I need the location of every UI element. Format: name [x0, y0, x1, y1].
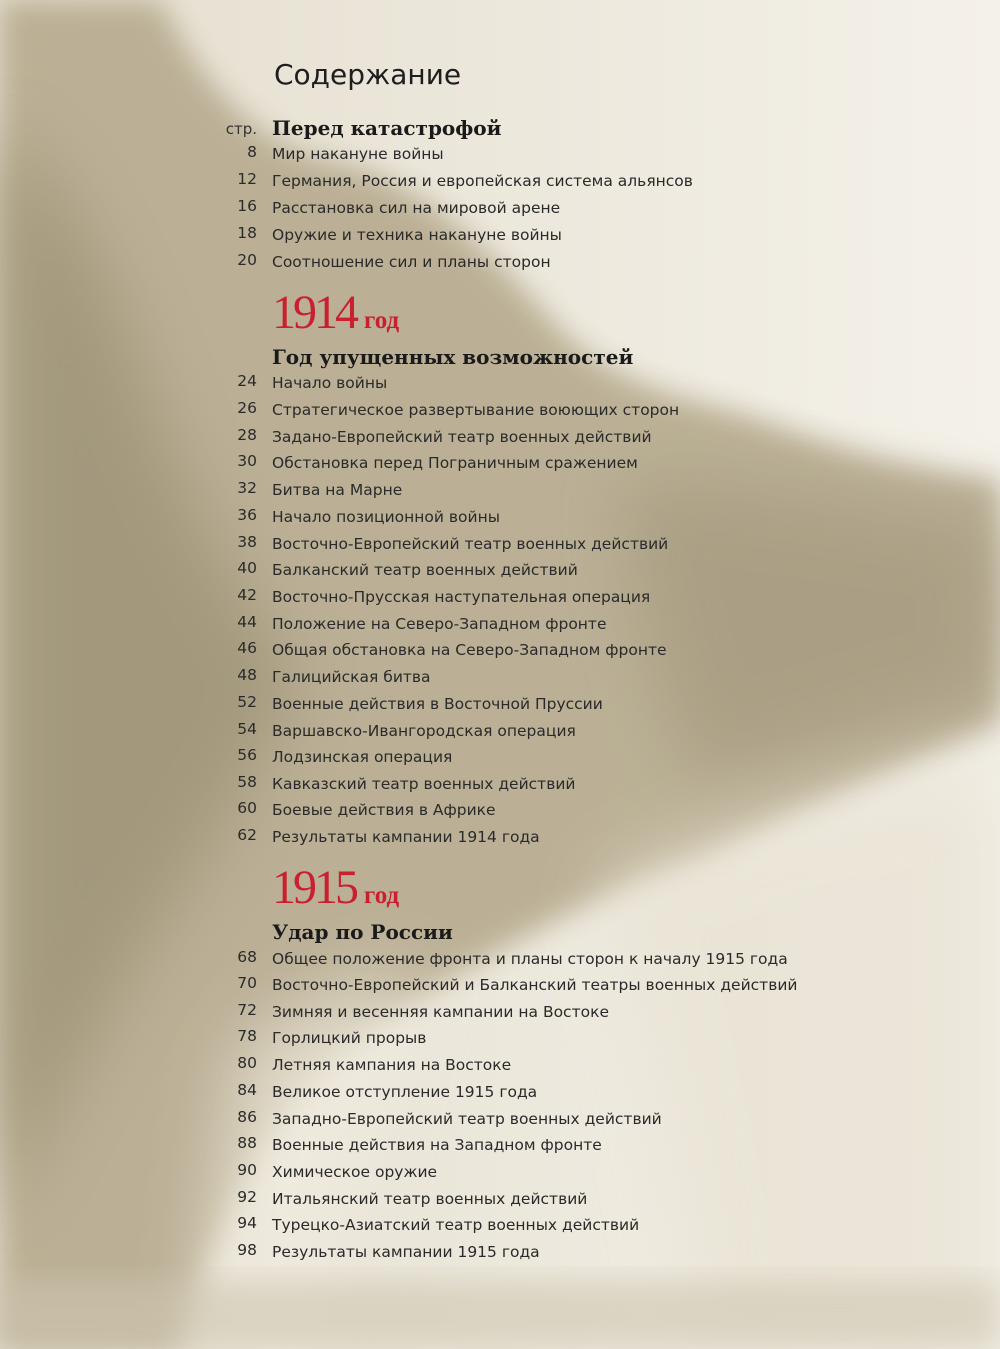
toc-page-number: 54	[237, 720, 257, 738]
toc-page-number: 62	[237, 826, 257, 844]
year-number: 1915	[272, 861, 356, 914]
toc-entry-title: Западно-Европейский театр военных действий	[272, 1110, 662, 1128]
toc-entry[interactable]	[0, 799, 1000, 823]
toc-entry-title: Турецко-Азиатский театр военных действий	[272, 1216, 640, 1234]
toc-entry[interactable]	[0, 1241, 1000, 1265]
toc-page-number: 98	[237, 1241, 257, 1259]
toc-entry-title: Химическое оружие	[272, 1163, 438, 1181]
toc-entry-title: Военные действия на Западном фронте	[272, 1136, 602, 1154]
toc-page-number: 58	[237, 773, 257, 791]
toc-entry[interactable]	[0, 773, 1000, 797]
year-suffix: год	[364, 882, 400, 909]
toc-entry-title: Военные действия в Восточной Пруссии	[272, 695, 603, 713]
toc-entry-title: Расстановка сил на мировой арене	[272, 199, 561, 217]
toc-page-number: 86	[237, 1108, 257, 1126]
toc-entry[interactable]	[0, 720, 1000, 744]
toc-entry-title: Начало войны	[272, 374, 388, 392]
toc-entry-title: Итальянский театр военных действий	[272, 1190, 588, 1208]
toc-entry-title: Летняя кампания на Востоке	[272, 1056, 512, 1074]
toc-page-number: 24	[237, 372, 257, 390]
toc-page-number: 16	[237, 197, 257, 215]
toc-page-number: 20	[237, 251, 257, 269]
toc-page-number: 78	[237, 1027, 257, 1045]
toc-entry[interactable]	[0, 666, 1000, 690]
toc-entry[interactable]	[0, 1188, 1000, 1212]
toc-entry[interactable]	[0, 197, 1000, 221]
toc-entry[interactable]	[0, 1134, 1000, 1158]
year-heading	[272, 860, 399, 915]
toc-entry[interactable]	[0, 559, 1000, 583]
toc-entry-title: Соотношение сил и планы сторон	[272, 253, 551, 271]
toc-page-number: 60	[237, 799, 257, 817]
toc-page-number: 36	[237, 506, 257, 524]
toc-page-number: 40	[237, 559, 257, 577]
toc-entry[interactable]	[0, 1081, 1000, 1105]
toc-page-number: 46	[237, 639, 257, 657]
toc-page-number: 92	[237, 1188, 257, 1206]
toc-page-number: 18	[237, 224, 257, 242]
toc-page-number: 30	[237, 452, 257, 470]
section-heading: Перед катастрофой	[272, 116, 502, 140]
toc-entry-title: Оружие и техника накануне войны	[272, 226, 562, 244]
toc-entry[interactable]	[0, 1027, 1000, 1051]
toc-entry-title: Битва на Марне	[272, 481, 403, 499]
toc-page-number: 88	[237, 1134, 257, 1152]
toc-entry-title: Восточно-Европейский и Балканский театры военных действий	[272, 976, 798, 994]
year-heading	[272, 285, 399, 340]
toc-entry[interactable]	[0, 170, 1000, 194]
toc-entry[interactable]	[0, 974, 1000, 998]
toc-page-number: 94	[237, 1214, 257, 1232]
toc-page-number: 48	[237, 666, 257, 684]
toc-entry[interactable]	[0, 251, 1000, 275]
toc-page-number: 28	[237, 426, 257, 444]
toc-entry-title: Галицийская битва	[272, 668, 431, 686]
toc-page-number: 90	[237, 1161, 257, 1179]
toc-entry-title: Положение на Северо-Западном фронте	[272, 615, 607, 633]
toc-entry[interactable]	[0, 533, 1000, 557]
toc-entry[interactable]	[0, 1161, 1000, 1185]
toc-entry-title: Общая обстановка на Северо-Западном фронте	[272, 641, 667, 659]
toc-entry-title: Начало позиционной войны	[272, 508, 500, 526]
toc-entry[interactable]	[0, 426, 1000, 450]
toc-page-number: 84	[237, 1081, 257, 1099]
toc-page-number: 12	[237, 170, 257, 188]
toc-page-number: 32	[237, 479, 257, 497]
toc-page-number: 70	[237, 974, 257, 992]
toc-entry-title: Общее положение фронта и планы сторон к началу 1915 года	[272, 950, 788, 968]
toc-entry-title: Горлицкий прорыв	[272, 1029, 427, 1047]
toc-entry-title: Лодзинская операция	[272, 748, 453, 766]
toc-entry[interactable]	[0, 506, 1000, 530]
toc-entry[interactable]	[0, 1108, 1000, 1132]
toc-entry-title: Великое отступление 1915 года	[272, 1083, 538, 1101]
page-column-label: стр.	[225, 120, 257, 138]
toc-entry[interactable]	[0, 1054, 1000, 1078]
year-number: 1914	[272, 286, 356, 339]
toc-entry[interactable]	[0, 826, 1000, 850]
toc-page-number: 68	[237, 948, 257, 966]
toc-entry[interactable]	[0, 613, 1000, 637]
toc-entry-title: Восточно-Европейский театр военных действий	[272, 535, 669, 553]
toc-page-number: 52	[237, 693, 257, 711]
toc-page-number: 56	[237, 746, 257, 764]
section-heading: Удар по России	[272, 920, 453, 944]
toc-entry-title: Стратегическое развертывание воюющих сторон	[272, 401, 680, 419]
toc-page-number: 44	[237, 613, 257, 631]
toc-page-number: 80	[237, 1054, 257, 1072]
toc-entry-title: Результаты кампании 1914 года	[272, 828, 540, 846]
toc-entry[interactable]	[0, 948, 1000, 972]
toc-entry[interactable]	[0, 399, 1000, 423]
toc-page-number: 8	[247, 143, 257, 161]
page-title: Содержание	[274, 58, 462, 91]
toc-entry-title: Зимняя и весенняя кампании на Востоке	[272, 1003, 609, 1021]
toc-entry[interactable]	[0, 1001, 1000, 1025]
toc-entry-title: Германия, Россия и европейская система альянсов	[272, 172, 693, 190]
toc-entry-title: Задано-Европейский театр военных действий	[272, 428, 652, 446]
toc-entry[interactable]	[0, 639, 1000, 663]
toc-entry[interactable]	[0, 586, 1000, 610]
toc-entry-title: Восточно-Прусская наступательная операция	[272, 588, 651, 606]
toc-entry-title: Мир накануне войны	[272, 145, 444, 163]
toc-entry[interactable]	[0, 143, 1000, 167]
toc-entry[interactable]	[0, 372, 1000, 396]
toc-entry[interactable]	[0, 452, 1000, 476]
section-heading: Год упущенных возможностей	[272, 345, 634, 369]
toc-page-number: 38	[237, 533, 257, 551]
toc-entry-title: Обстановка перед Пограничным сражением	[272, 454, 638, 472]
toc-page-number: 72	[237, 1001, 257, 1019]
year-suffix: год	[364, 307, 400, 334]
toc-entry-title: Результаты кампании 1915 года	[272, 1243, 540, 1261]
toc-entry[interactable]	[0, 693, 1000, 717]
toc-page-number: 26	[237, 399, 257, 417]
toc-entry-title: Балканский театр военных действий	[272, 561, 578, 579]
toc-entry[interactable]	[0, 479, 1000, 503]
toc-entry-title: Боевые действия в Африке	[272, 801, 496, 819]
toc-entry[interactable]	[0, 224, 1000, 248]
toc-entry-title: Кавказский театр военных действий	[272, 775, 576, 793]
toc-page-number: 42	[237, 586, 257, 604]
toc-entry-title: Варшавско-Ивангородская операция	[272, 722, 576, 740]
toc-entry[interactable]	[0, 746, 1000, 770]
toc-entry[interactable]	[0, 1214, 1000, 1238]
